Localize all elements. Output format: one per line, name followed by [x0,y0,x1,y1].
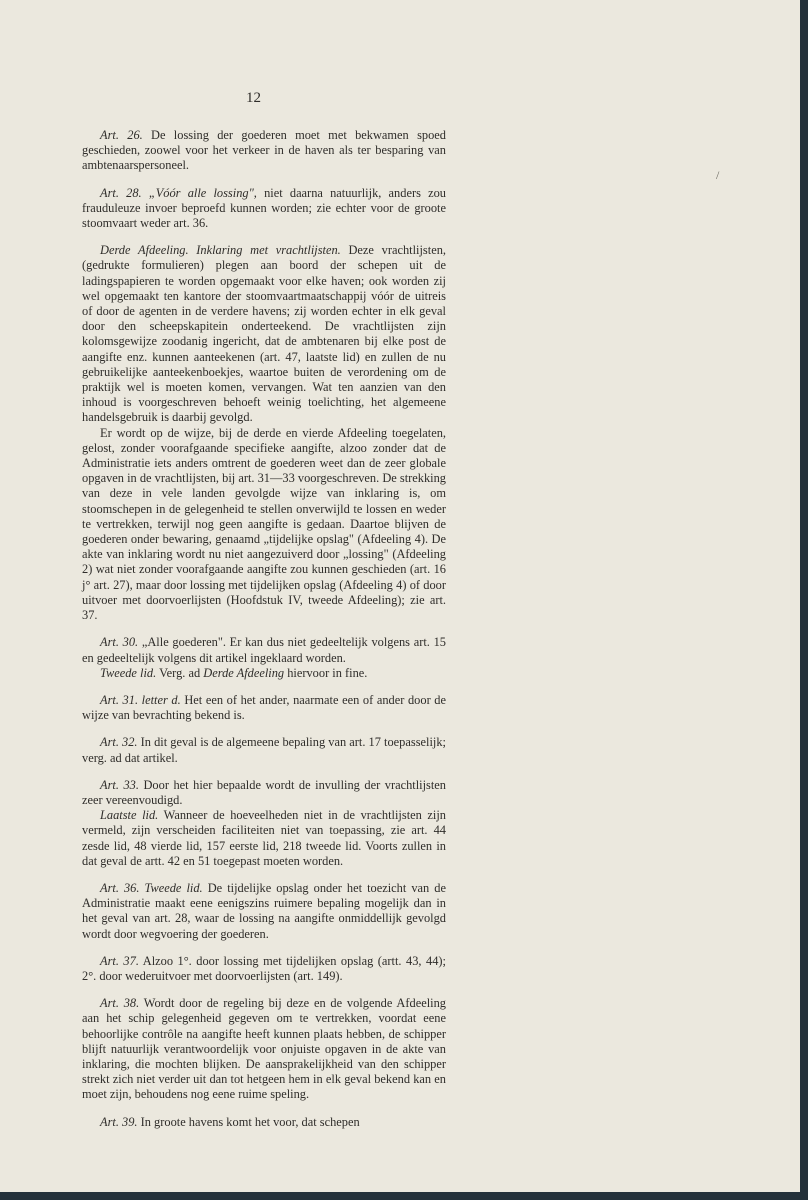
paragraph-inklaring: Er wordt op de wijze, bij de derde en vierde Afdeeling toegelaten, gelost, zonder voorafgaande specifieke aangifte, alzoo zonder dat de Administratie iets anders omtrent de goederen weet dan de zeer globale opgaven in de vrachtlijsten, bij art. 31—33 voorgeschreven. De strekking van deze in vele landen gevolgde wijze van inklaring is, om stoomschepen in de gelegenheid te stellen onverwijld te lossen en weder te vertrekken, terwijl nog geen aangifte is gedaan. Daartoe blijven de goederen onder bewaring, genaamd „tijdelijke opslag" (Afdeeling 4). De akte van inklaring wordt nu niet aangezuiverd door „lossing" (Afdeeling 2) wat niet zonder voorafgaande aangifte zou kunnen geschieden (art. 16 j° art. 27), maar door lossing met tijdelijken opslag (Afdeeling 4) of door uitvoer met doorvoerlijsten (Hoofdstuk IV, tweede Afdeeling); zie art. 37. [82,425,446,623]
margin-mark: / [716,168,720,182]
page-number: 12 [246,90,261,106]
paragraph-art-32: Art. 32. In dit geval is de algemeene bepaling van art. 17 toepasselijk; verg. ad dat artikel. [82,735,446,765]
paragraph-art-33: Art. 33. Door het hier bepaalde wordt de invulling der vrachtlijsten zeer vereenvoudigd. [82,777,446,807]
paragraph-art-36: Art. 36. Tweede lid. De tijdelijke opslag onder het toezicht van de Administratie maakt eene eenigszins ruimere bepaling mogelijk dan in het geval van art. 28, waar de lossing na aangifte onmiddellijk gevolgd wordt door wegvoering der goederen. [82,880,446,941]
paragraph-art-31: Art. 31. letter d. Het een of het ander, naarmate een of ander door de wijze van bevrachting bekend is. [82,692,447,723]
paragraph-art-28: Art. 28. „Vóór alle lossing", niet daarna natuurlijk, anders zou frauduleuze invoer beproefd kunnen worden; zie echter voor de groote stoomvaart weder art. 36. [82,185,446,231]
paragraph-tweede-lid: Tweede lid. Verg. ad Derde Afdeeling hiervoor in fine. [100,665,368,680]
paragraph-art-30: Art. 30. „Alle goederen". Er kan dus niet gedeeltelijk volgens art. 15 en gedeeltelijk volgens dit artikel ingeklaard worden. [82,635,446,665]
paragraph-derde-afdeeling: Derde Afdeeling. Inklaring met vrachtlijsten. Deze vrachtlijsten, (gedrukte formulieren) plegen aan boord der schepen uit de ladingspapieren te worden opgemaakt voor elke haven; ook worden zij wel opgemaakt ten kantore der stoomvaartmaatschappij vóór de uitreis of door de agenten in de verdere havens; zij worden echter in elk geval door den scheepskapitein onderteekend. De vrachtlijsten zijn kolomsgewijze zoodanig ingericht, dat de ambtenaren bij elke post de aangifte enz. kunnen aanteekenen (art. 47, laatste lid) en zullen de nu gebruikelijke aanteekenboekjes, waartoe buiten de verordening om de praktijk wel is moeten komen, vervangen. Wat ten aanzien van den inhoud is voorgeschreven behoeft weinig toelichting, het algemeene handelsgebruik is daarbij gevolgd. [82,243,446,425]
body-text [82,128,446,1130]
scan-edge-bottom [0,1192,808,1200]
paragraph-laatste-lid: Laatste lid. Wanneer de hoeveelheden niet in de vrachtlijsten zijn vermeld, zijn verscheiden faciliteiten niet van toepassing, zie art. 44 zesde lid, 48 vierde lid, 157 eerste lid, 218 tweede lid. Voorts zullen in dat geval de artt. 42 en 51 toegepast moeten worden. [82,808,447,868]
paragraph-art-39: Art. 39. In groote havens komt het voor, dat schepen [100,1114,360,1129]
paragraph-art-38: Art. 38. Wordt door de regeling bij deze en de volgende Afdeeling aan het schip gelegenheid gegeven om te vertrekken, voordat eene behoorlijke contrôle na aangifte heeft kunnen plaats hebben, de schipper blijft natuurlijk verantwoordelijk voor onjuiste opgaven in de akte van inklaring, die mochten blijken. De aansprakelijkheid van den schipper strekt zich niet verder uit dan tot hetgeen hem in elk geval bekend kan en moet zijn, behoudens nog eene ruime speling. [82,996,446,1102]
paragraph-art-26: Art. 26. De lossing der goederen moet met bekwamen spoed geschieden, zoowel voor het verkeer in de haven als ter besparing van ambtenaarspersoneel. [82,128,446,173]
scan-edge-right [800,0,808,1200]
paragraph-art-37: Art. 37. Alzoo 1°. door lossing met tijdelijken opslag (artt. 43, 44); 2°. door wederuitvoer met doorvoerlijsten (art. 149). [82,953,446,983]
